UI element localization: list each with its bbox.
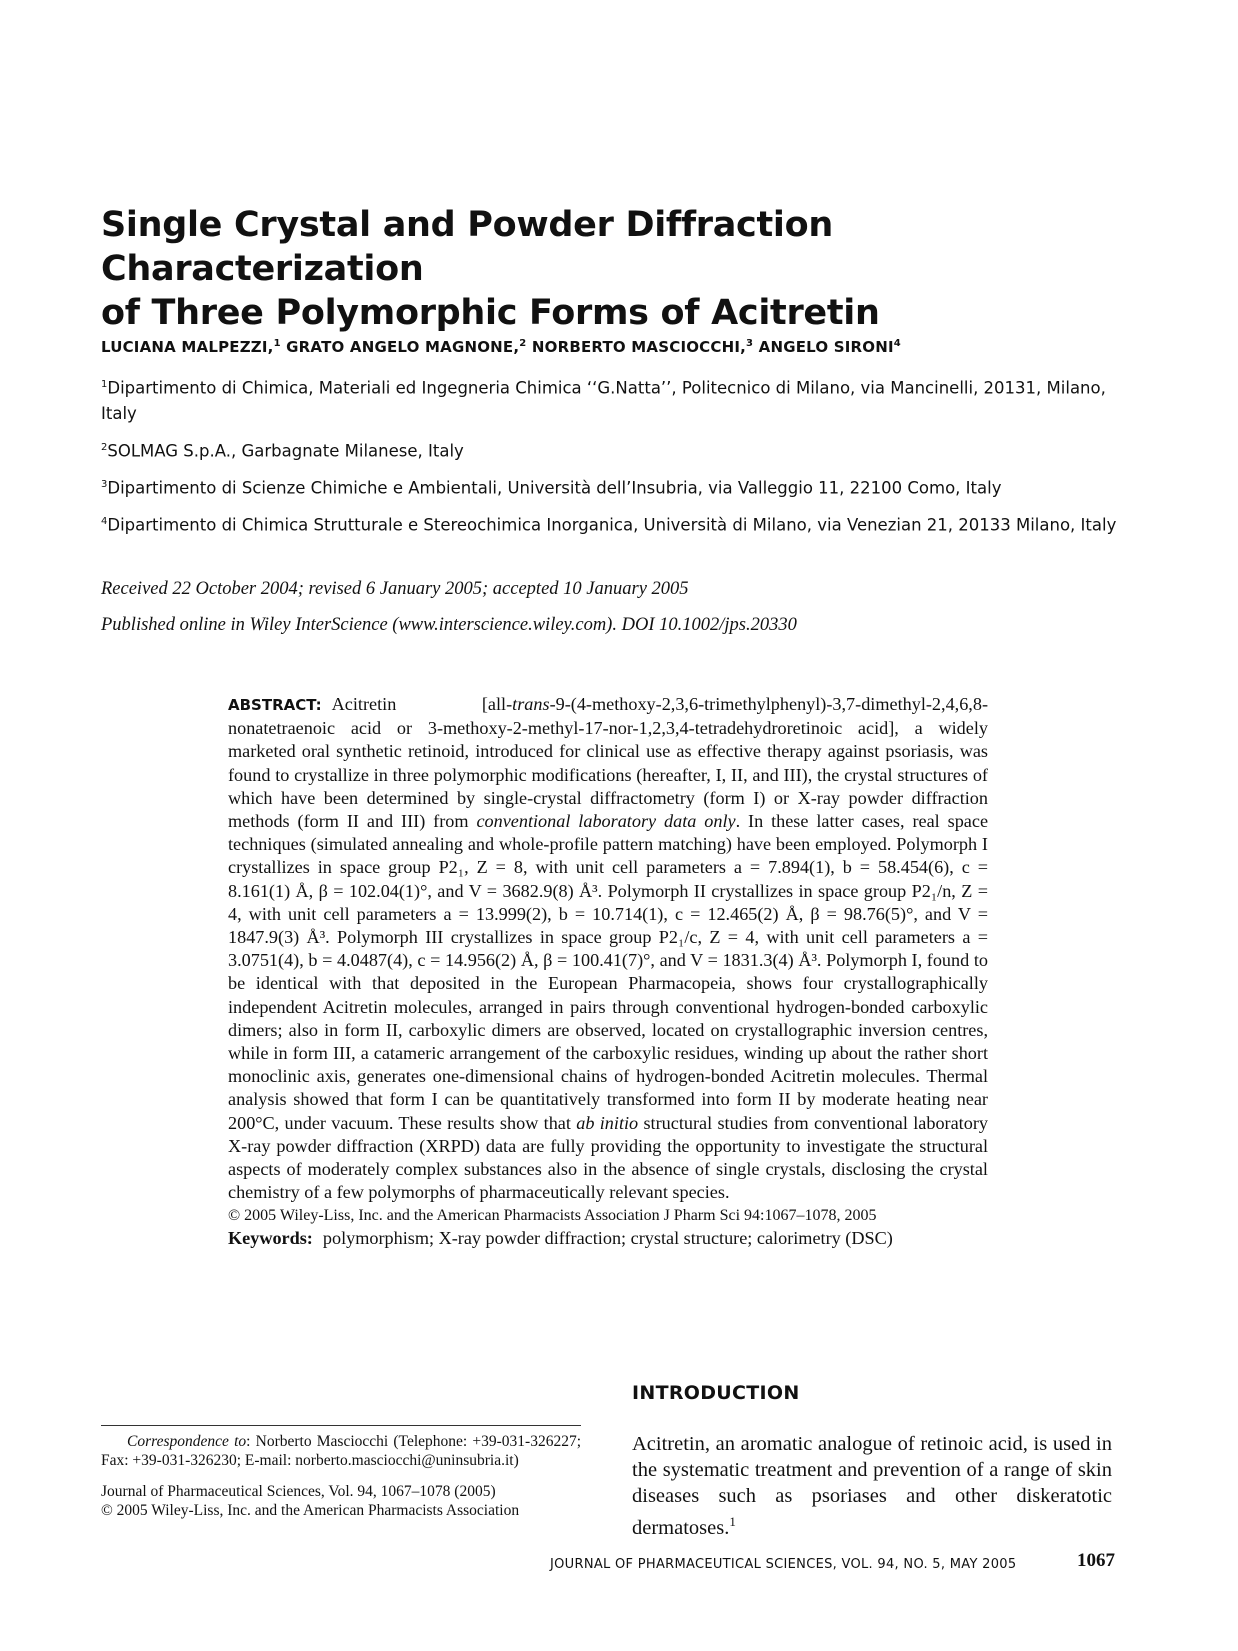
author-affil-marker: 3 [746, 338, 754, 349]
footnote-copyright: © 2005 Wiley-Liss, Inc. and the American Pharmacists Association [101, 1502, 520, 1519]
title-line-1: Single Crystal and Powder Diffraction Characterization [101, 205, 833, 289]
footnote-divider [101, 1425, 581, 1426]
correspondence-text [101, 1432, 581, 1470]
keywords-text: polymorphism; X-ray powder diffraction; crystal structure; calorimetry (DSC) [322, 1228, 893, 1249]
author-affil-marker: 4 [893, 338, 901, 349]
abstract-label: ABSTRACT: [228, 696, 322, 714]
introduction-text [632, 1431, 1112, 1541]
article-title [101, 203, 1141, 335]
intro-paragraph: Acitretin, an aromatic analogue of retinoic acid, is used in the systematic treatment and prevention of a range of skin diseases such as psoriases and other diskeratotic dermatoses. [632, 1433, 1112, 1539]
affil-text: SOLMAG S.p.A., Garbagnate Milanese, Italy [107, 441, 464, 461]
affiliation-4 [101, 509, 1121, 538]
abstract-copyright: © 2005 Wiley-Liss, Inc. and the American Pharmacists Association J Pharm Sci 94:1067–1078, 2005 [228, 1207, 877, 1225]
page-footer [550, 1550, 1115, 1573]
author-name: ANGELO SIRONI [758, 338, 894, 356]
footer-journal: JOURNAL OF PHARMACEUTICAL SCIENCES, VOL. 94, NO. 5, MAY 2005 [550, 1557, 1017, 1572]
affil-text: Dipartimento di Chimica Strutturale e Stereochimica Inorganica, Università di Milano, via Venezian 21, 20133 Milano, Italy [107, 515, 1117, 535]
affiliation-2 [101, 435, 1121, 464]
section-heading-introduction: INTRODUCTION [632, 1382, 800, 1404]
abstract-text: -9-(4-methoxy-2,3,6-trimethylphenyl)-3,7-dimethyl-2,4,6,8-nonatetraenoic acid or 3-methoxy-2-methyl-17-nor-1,2,3,4-tetradehydroretinoic acid], a widely marketed oral synthetic retinoid, introduced for clinical use as effective therapy against psoriasis, was found to crystallize in three polymorphic modifications (hereafter, I, II, and III), the crystal structures of which have been determined by single-crystal diffractometry (form I) or X-ray powder diffraction methods (form II and III) from [228, 694, 988, 832]
abstract [228, 693, 988, 1251]
affil-text: Dipartimento di Scienze Chimiche e Ambientali, Università dell’Insubria, via Valleggio 11, 22100 Como, Italy [107, 478, 1002, 498]
affil-marker: 1 [101, 379, 108, 390]
abstract-text: structural studies from conventional laboratory X-ray powder diffraction (XRPD) data are fully providing the opportunity to investigate the structural aspects of moderately complex substances also in the absence of single crystals, disclosing the crystal chemistry of a few polymorphs of pharmaceutically relevant species. [228, 1112, 988, 1203]
author-affil-marker: 1 [273, 338, 281, 349]
journal-citation: Journal of Pharmaceutical Sciences, Vol. 94, 1067–1078 (2005) [101, 1483, 496, 1500]
author-name: GRATO ANGELO MAGNONE, [286, 338, 520, 356]
abstract-italic-abinitio: ab initio [576, 1112, 639, 1133]
page-number: 1067 [1077, 1550, 1115, 1571]
abstract-italic-trans: trans [512, 694, 550, 714]
abstract-text: . In these latter cases, real space techniques (simulated annealing and whole-profile pattern matching) have been employed. Polymorph I crystallizes in space group P2₁, Z = 8, with unit cell parameters a = 7.894(1), b = 58.454(6), c = 8.161(1) Å, β = 102.04(1)°, and V = 3682.9(8) Å³. Polymorph II crystallizes in space group P2₁/n, Z = 4, with unit cell parameters a = 13.999(2), b = 10.714(1), c = 12.465(2) Å, β = 98.76(5)°, and V = 1847.9(3) Å³. Polymorph III crystallizes in space group P2₁/c, Z = 4, with unit cell parameters a = 3.0751(4), b = 4.0487(4), c = 14.956(2) Å, β = 100.41(7)°, and V = 1831.3(4) Å³. Polymorph I, found to be identical with that deposited in the European Pharmacopeia, shows four crystallographically independent Acitretin molecules, arranged in pairs through conventional hydrogen-bonded carboxylic dimers; also in form II, carboxylic dimers are observed, located on crystallographic inversion centres, while in form III, a catameric arrangement of the carboxylic residues, winding up about the rather short monoclinic axis, generates one-dimensional chains of hydrogen-bonded Acitretin molecules. Thermal analysis showed that form I can be quantitatively transformed into form II by moderate heating near 200°C, under vacuum. These results show that [228, 811, 989, 1133]
affil-marker: 2 [101, 442, 108, 453]
author-list [101, 338, 901, 356]
received-dates: Received 22 October 2004; revised 6 January 2005; accepted 10 January 2005 [101, 579, 689, 599]
author-affil-marker: 2 [519, 338, 527, 349]
abstract-text: Acitretin [all- [331, 694, 513, 714]
affil-text: Dipartimento di Chimica, Materiali ed Ingegneria Chimica ‘‘G.Natta’’, Politecnico di Milano, via Mancinelli, 20131, Milano, Italy [101, 378, 1106, 423]
reference-marker: 1 [729, 1514, 736, 1529]
abstract-body [228, 693, 988, 1204]
abstract-italic-cld: conventional laboratory data only [476, 811, 736, 832]
published-online: Published online in Wiley InterScience (www.interscience.wiley.com). DOI 10.1002/jps.20330 [101, 615, 797, 635]
title-line-2: of Three Polymorphic Forms of Acitretin [101, 293, 880, 333]
author-name: NORBERTO MASCIOCCHI, [531, 338, 747, 356]
correspondence-label: Correspondence to [127, 1433, 247, 1450]
correspondence-details: : Norberto Masciocchi (Telephone: +39-031-326227; Fax: +39-031-326230; E-mail: norberto.masciocchi@uninsubria.it) [101, 1433, 581, 1469]
affil-marker: 3 [101, 479, 108, 490]
correspondence-footnote [101, 1432, 581, 1520]
keywords-label: Keywords: [228, 1228, 313, 1249]
author-name: LUCIANA MALPEZZI, [101, 338, 274, 356]
affiliation-1 [101, 372, 1121, 426]
affiliation-3 [101, 472, 1121, 501]
affil-marker: 4 [101, 516, 108, 527]
keywords [228, 1227, 988, 1250]
